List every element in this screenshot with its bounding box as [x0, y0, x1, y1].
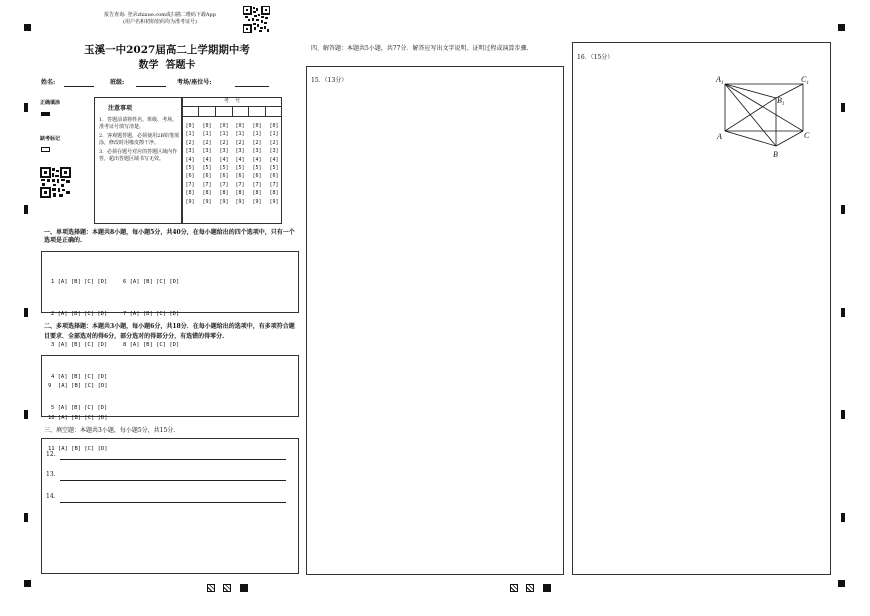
exam-number-digit-bubble[interactable]: [1]: [252, 131, 262, 138]
exam-number-digit-bubble[interactable]: [6]: [185, 173, 195, 180]
svg-text:C: C: [804, 131, 810, 140]
report-account-note: (用户名和初始密码均为准考证号): [123, 19, 197, 25]
exam-number-digit-bubble[interactable]: [8]: [202, 190, 212, 197]
notice-item: 2．客观题答题，必须使用2B铅笔填涂，修改时用橡皮擦干净。: [99, 133, 180, 146]
choice-row[interactable]: 7 [A] [B] [C] [D]: [123, 310, 180, 317]
q16-label: 16．（15分）: [577, 54, 614, 61]
q14-label: 14.: [46, 493, 56, 500]
exam-number-digit-bubble[interactable]: [5]: [202, 165, 212, 172]
exam-number-digit-bubble[interactable]: [1]: [219, 131, 229, 138]
choice-row[interactable]: 6 [A] [B] [C] [D]: [123, 279, 180, 285]
page-solid-mark: [543, 584, 551, 592]
timing-mark: [841, 308, 845, 317]
absent-mark-label: 缺考标记: [40, 136, 61, 142]
correct-fill-label: 正确填涂: [40, 100, 61, 106]
choice-row[interactable]: 11 [A] [B] [C] [D]: [48, 446, 108, 452]
q12-answer-line[interactable]: [60, 459, 286, 460]
svg-text:A1: $A_1$: [716, 75, 724, 86]
corner-mark-top-left: [24, 24, 31, 31]
choice-row[interactable]: 2 [A] [B] [C] [D]: [51, 310, 108, 317]
exam-number-digit-bubble[interactable]: [5]: [185, 165, 195, 172]
exam-number-digit-bubble[interactable]: [6]: [202, 173, 212, 180]
exam-number-digit-bubble[interactable]: [4]: [269, 156, 279, 163]
exam-number-digit-bubble[interactable]: [7]: [219, 181, 229, 188]
exam-number-digit-column[interactable]: [218, 122, 230, 206]
exam-number-digit-bubble[interactable]: [4]: [219, 156, 229, 163]
triangular-prism-figure: [712, 72, 814, 162]
exam-number-digit-bubble[interactable]: [2]: [219, 139, 229, 146]
svg-text:A: A: [717, 132, 722, 141]
choice-row[interactable]: 8 [A] [B] [C] [D]: [123, 342, 180, 348]
class-label: 班级:: [110, 79, 125, 86]
timing-mark: [841, 410, 845, 419]
exam-number-digit-bubble[interactable]: [4]: [252, 156, 262, 163]
choice-row[interactable]: 3 [A] [B] [C] [D]: [51, 342, 108, 348]
subject-title: 数学 答题卡: [138, 60, 196, 71]
svg-text:C1: $C_1$: [801, 75, 809, 86]
exam-number-digit-bubble[interactable]: [9]: [185, 198, 195, 205]
notice-item: 3．必须在题号对应的答题区域内作答，超出答题区域书写无效。: [99, 149, 178, 162]
exam-number-digit-bubble[interactable]: [9]: [252, 198, 262, 205]
timing-mark: [841, 103, 845, 112]
class-field[interactable]: [136, 86, 166, 87]
section4-title: 四、解答题：本题共5小题，共77分．解答应写出文字说明、证明过程或演算步骤.: [311, 45, 529, 52]
exam-number-digit-bubble[interactable]: [8]: [185, 190, 195, 197]
exam-number-digit-bubble[interactable]: [7]: [202, 181, 212, 188]
page-hatch-mark: [526, 584, 534, 592]
exam-number-digit-bubble[interactable]: [9]: [202, 198, 212, 205]
exam-number-digit-bubble[interactable]: [5]: [252, 165, 262, 172]
choice-row[interactable]: 9 [A] [B] [C] [D]: [48, 383, 108, 389]
choice-row[interactable]: 10 [A] [B] [C] [D]: [48, 414, 108, 421]
exam-number-digit-bubble[interactable]: [2]: [235, 139, 245, 146]
exam-number-digit-bubble[interactable]: [3]: [269, 148, 279, 155]
exam-number-digit-bubble[interactable]: [6]: [235, 173, 245, 180]
exam-number-digit-bubble[interactable]: [8]: [235, 190, 245, 197]
exam-number-digit-bubble[interactable]: [3]: [235, 148, 245, 155]
exam-title: 玉溪一中2027届高二上学期期中考: [84, 44, 250, 56]
exam-number-digit-bubble[interactable]: [9]: [235, 198, 245, 205]
exam-number-digit-bubble[interactable]: [7]: [235, 181, 245, 188]
exam-number-digit-bubble[interactable]: [6]: [219, 173, 229, 180]
exam-number-digit-bubble[interactable]: [3]: [185, 148, 195, 155]
exam-number-digit-bubble[interactable]: [2]: [252, 139, 262, 146]
timing-mark: [841, 513, 845, 522]
exam-number-digit-bubble[interactable]: [6]: [252, 173, 262, 180]
page-hatch-mark: [510, 584, 518, 592]
report-query-text: 报告查询: 登录zhixue.com或扫描二维码下载App: [104, 12, 216, 18]
exam-number-digit-bubble[interactable]: [1]: [235, 131, 245, 138]
student-qr-code-icon: [40, 167, 71, 198]
exam-number-digit-column[interactable]: [268, 122, 280, 206]
exam-number-digit-bubble[interactable]: [8]: [252, 190, 262, 197]
choice-row[interactable]: 5 [A] [B] [C] [D]: [51, 405, 108, 411]
exam-number-digit-bubble[interactable]: [4]: [202, 156, 212, 163]
exam-number-digit-bubble[interactable]: [0]: [252, 123, 262, 129]
timing-mark: [24, 513, 28, 522]
page-hatch-mark: [223, 584, 231, 592]
choice-row[interactable]: 4 [A] [B] [C] [D]: [51, 373, 108, 380]
exam-number-digit-bubble[interactable]: [0]: [185, 123, 195, 129]
header-qr-code-icon[interactable]: [243, 6, 270, 33]
choice-row[interactable]: 1 [A] [B] [C] [D]: [51, 279, 108, 285]
exam-number-digit-bubble[interactable]: [7]: [269, 181, 279, 188]
exam-number-digit-bubble[interactable]: [7]: [252, 181, 262, 188]
room-seat-field[interactable]: [235, 86, 269, 87]
exam-number-label: 考 号: [223, 98, 241, 104]
exam-number-digit-bubble[interactable]: [5]: [235, 165, 245, 172]
exam-number-digit-bubble[interactable]: [1]: [202, 131, 212, 138]
section1-title: 一、单项选择题：本题共8小题，每小题5分，共40分，在每小题给出的四个选项中，只有一个选项是正确的.: [44, 229, 295, 244]
page-solid-mark: [240, 584, 248, 592]
name-field[interactable]: [64, 86, 94, 87]
svg-text:B: B: [773, 150, 778, 159]
corner-mark-bottom-left: [24, 580, 31, 587]
name-label: 姓名:: [41, 79, 56, 86]
exam-number-digit-bubble[interactable]: [2]: [202, 139, 212, 146]
q13-answer-line[interactable]: [60, 480, 286, 481]
timing-mark: [24, 205, 28, 214]
section3-title: 三、填空题：本题共3小题，每小题5分，共15分.: [44, 427, 176, 434]
exam-number-digit-bubble[interactable]: [4]: [185, 156, 195, 163]
notice-title: 注意事项: [108, 105, 133, 112]
q15-label: 15．（13分）: [311, 77, 348, 84]
exam-number-digit-bubble[interactable]: [5]: [219, 165, 229, 172]
exam-number-digit-bubble[interactable]: [1]: [269, 131, 279, 138]
correct-fill-sample: [41, 112, 50, 116]
exam-number-digit-bubble[interactable]: [0]: [269, 123, 279, 129]
exam-number-digit-bubble[interactable]: [8]: [269, 190, 279, 197]
exam-number-digit-bubble[interactable]: [2]: [269, 139, 279, 146]
svg-text:B1: $B_1$: [777, 96, 785, 107]
q14-answer-line[interactable]: [60, 502, 286, 503]
page-hatch-mark: [207, 584, 215, 592]
notice-item: 1．答题前请将姓名、班级、考场、准考证号填写清楚。: [99, 117, 178, 130]
exam-number-digit-column[interactable]: [201, 122, 213, 206]
exam-number-digit-bubble[interactable]: [5]: [269, 165, 279, 172]
exam-number-digit-bubble[interactable]: [6]: [269, 173, 279, 180]
exam-number-digit-column[interactable]: [234, 122, 246, 206]
q12-label: 12.: [46, 451, 56, 458]
exam-number-digit-bubble[interactable]: [7]: [185, 181, 195, 188]
exam-number-digit-column[interactable]: [251, 122, 263, 206]
exam-number-digit-bubble[interactable]: [8]: [219, 190, 229, 197]
exam-number-digit-bubble[interactable]: [3]: [202, 148, 212, 155]
exam-number-digit-column[interactable]: [184, 122, 196, 206]
section2-title: 二、多项选择题：本题共3小题，每小题6分，共18分．在每小题给出的选项中，有多项符合题目要求．全部选对的得6分，部分选对的得部分分，有选错的得零分.: [44, 323, 295, 340]
exam-number-digit-bubble[interactable]: [3]: [252, 148, 262, 155]
corner-mark-bottom-right: [838, 580, 845, 587]
exam-number-digit-bubble[interactable]: [2]: [185, 139, 195, 146]
exam-number-digit-bubble[interactable]: [1]: [185, 131, 195, 138]
room-seat-label: 考场/座位号:: [177, 79, 212, 86]
q13-label: 13.: [46, 471, 56, 478]
exam-number-digit-bubble[interactable]: [0]: [219, 123, 229, 129]
exam-number-digit-bubble[interactable]: [9]: [219, 198, 229, 205]
absent-mark-box[interactable]: [41, 147, 50, 152]
timing-mark: [24, 308, 28, 317]
exam-number-digit-bubble[interactable]: [0]: [235, 123, 245, 129]
exam-number-digit-bubble[interactable]: [9]: [269, 198, 279, 205]
timing-mark: [24, 103, 28, 112]
exam-number-digit-bubble[interactable]: [0]: [202, 123, 212, 129]
exam-number-digit-bubble[interactable]: [4]: [235, 156, 245, 163]
q15-answer-box[interactable]: [306, 66, 564, 575]
timing-mark: [24, 410, 28, 419]
timing-mark: [841, 205, 845, 214]
corner-mark-top-right: [838, 24, 845, 31]
exam-number-digit-bubble[interactable]: [3]: [219, 148, 229, 155]
